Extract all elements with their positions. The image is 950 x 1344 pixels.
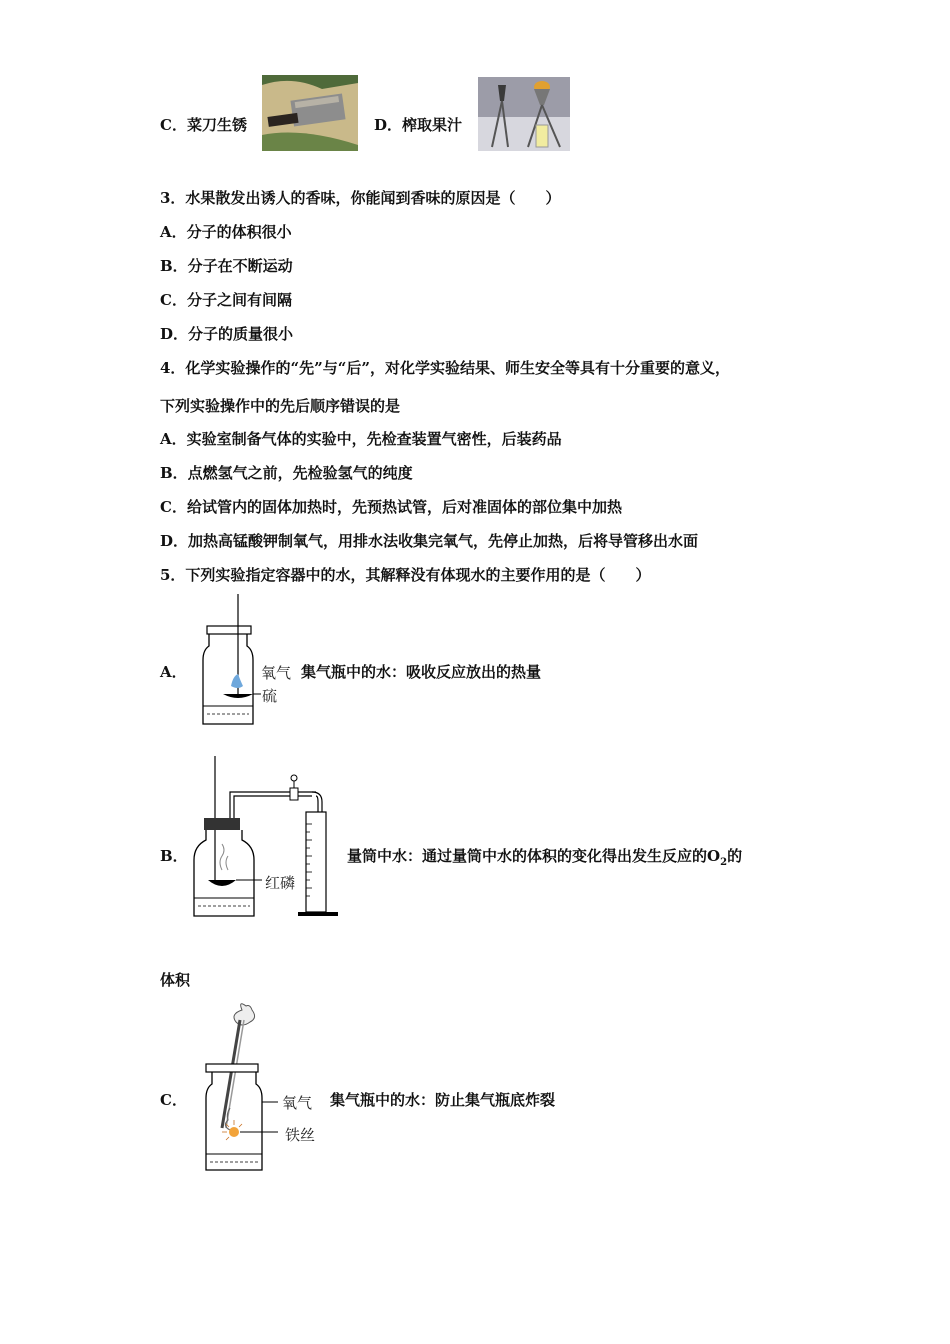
q5-c-letter: C． [160, 1091, 187, 1109]
q5-b-continuation: 体积 [160, 971, 191, 989]
q5-c-iron-label: 铁丝 [285, 1126, 316, 1144]
q2-option-c-label: C．菜刀生锈 [160, 116, 247, 134]
q2-option-d-label: D．榨取果汁 [374, 116, 463, 134]
q5-a-letter: A． [160, 663, 187, 681]
q5-b-phosphorus-label: 红磷 [265, 874, 296, 892]
q5-b-text: 量筒中水：通过量筒中水的体积的变化得出发生反应的$O_2$的 [347, 847, 743, 868]
q3-stem: 3．水果散发出诱人的香味，你能闻到香味的原因是（ ） [160, 189, 561, 207]
q4-stem-line1: 4．化学实验操作的“先”与“后”，对化学实验结果、师生安全等具有十分重要的意义， [160, 359, 730, 377]
q4-option-a: A．实验室制备气体的实验中，先检查装置气密性，后装药品 [160, 430, 562, 448]
q4-option-c: C．给试管内的固体加热时，先预热试管，后对准固体的部位集中加热 [160, 498, 622, 516]
iron-wire-burning-jar-diagram [200, 998, 290, 1174]
q3-option-b: B．分子在不断运动 [160, 257, 293, 275]
q5-a-text: 集气瓶中的水：吸收反应放出的热量 [301, 663, 542, 681]
q4-stem-line2: 下列实验操作中的先后顺序错误的是 [160, 397, 401, 415]
red-phosphorus-apparatus-diagram [188, 752, 348, 922]
q5-a-sulfur-label: 硫 [262, 687, 278, 705]
sulfur-burning-jar-diagram [195, 594, 285, 728]
q3-option-d: D．分子的质量很小 [160, 325, 294, 343]
q3-option-a: A．分子的体积很小 [160, 223, 292, 241]
q3-option-c: C．分子之间有间隔 [160, 291, 292, 309]
knife-rust-photo [262, 75, 358, 151]
q5-b-letter: B． [160, 847, 188, 865]
q4-option-d: D．加热高锰酸钾制氧气，用排水法收集完氧气，先停止加热，后将导管移出水面 [160, 532, 699, 550]
q5-stem: 5．下列实验指定容器中的水，其解释没有体现水的主要作用的是（ ） [160, 566, 651, 584]
q4-option-b: B．点燃氢气之前，先检验氢气的纯度 [160, 464, 413, 482]
q5-c-text: 集气瓶中的水：防止集气瓶底炸裂 [330, 1091, 556, 1109]
q5-a-oxygen-label: 氧气 [261, 664, 292, 682]
q5-c-oxygen-label: 氧气 [282, 1094, 313, 1112]
juicer-photo [478, 77, 570, 151]
